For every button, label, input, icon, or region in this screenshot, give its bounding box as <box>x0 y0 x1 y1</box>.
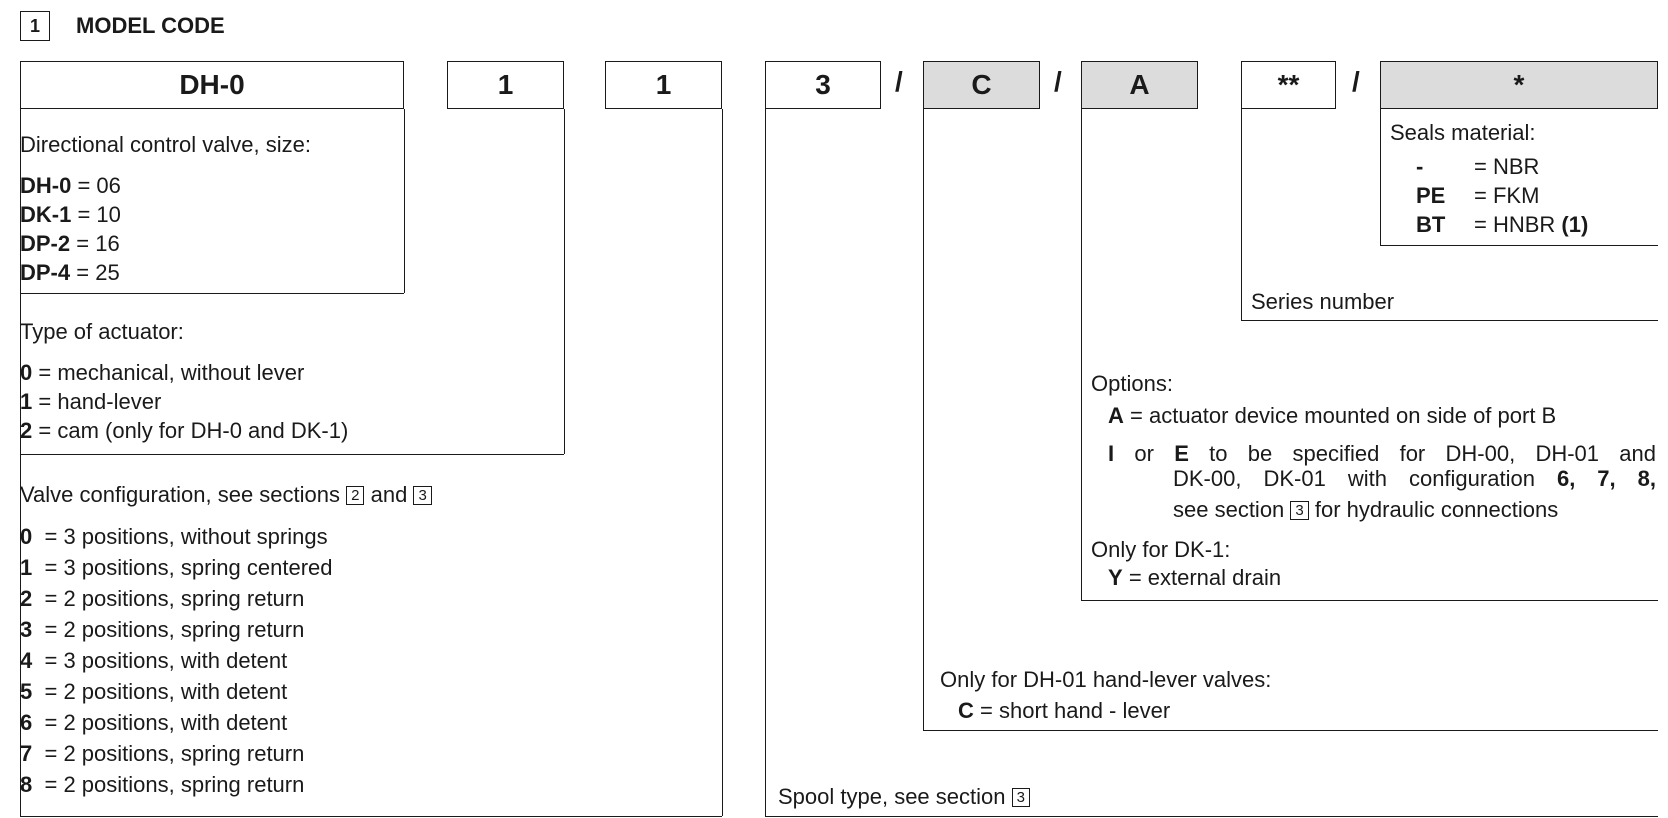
configuration-item: 6 = 2 positions, with detent <box>20 710 288 735</box>
seals-item-value: = FKM <box>1474 183 1540 208</box>
code-box-lever: C <box>923 61 1040 109</box>
code-box-options: A <box>1081 61 1198 109</box>
section-ref-box: 3 <box>413 486 431 505</box>
configuration-item: 4 = 3 positions, with detent <box>20 648 288 673</box>
configuration-item: 8 = 2 positions, spring return <box>20 772 305 797</box>
config-bracket-line <box>722 109 723 816</box>
configuration-label: Valve configuration, see sections 2 and 3 <box>20 481 432 508</box>
actuator-bracket-bottom <box>20 454 564 455</box>
series-bracket-line <box>1241 109 1242 320</box>
options-bracket-line <box>1081 109 1082 600</box>
section-ref-box: 3 <box>1290 501 1308 520</box>
code-box-actuator: 1 <box>447 61 564 109</box>
lever-label: Only for DH-01 hand-lever valves: <box>940 667 1272 692</box>
spool-label: Spool type, see section 3 <box>778 783 1030 810</box>
seals-item-value: = HNBR (1) <box>1474 212 1589 237</box>
actuator-label: Type of actuator: <box>20 319 184 344</box>
configuration-item: 2 = 2 positions, spring return <box>20 586 305 611</box>
series-bracket-bottom <box>1241 320 1658 321</box>
series-label: Series number <box>1251 289 1395 314</box>
options-bracket-bottom <box>1081 600 1658 601</box>
lever-bracket-bottom <box>923 730 1658 731</box>
section-ref-box: 3 <box>1012 788 1030 807</box>
options-item-ie: I or E to be specified for DH-00, DH-01 and <box>1108 441 1656 466</box>
code-box-spool: 3 <box>765 61 881 109</box>
seals-bracket-line <box>1380 109 1381 245</box>
code-box-series: ** <box>1241 61 1336 109</box>
configuration-item: 0 = 3 positions, without springs <box>20 524 328 549</box>
options-item-ie-line3: see section 3 for hydraulic connections <box>1173 497 1559 522</box>
seals-item-code: - <box>1416 154 1424 179</box>
seals-item-code: PE <box>1416 183 1446 208</box>
code-box-seals: * <box>1380 61 1658 109</box>
seals-item-value: = NBR <box>1474 154 1540 179</box>
size-item: DP-4 = 25 <box>20 260 120 285</box>
lever-bracket-line <box>923 109 924 730</box>
section-ref-box: 2 <box>346 486 364 505</box>
actuator-item: 1 = hand-lever <box>20 389 162 414</box>
options-item-y: Y = external drain <box>1108 565 1282 590</box>
separator-slash-2: / <box>1054 66 1062 97</box>
options-dk-label: Only for DK-1: <box>1091 537 1231 562</box>
size-bracket-bottom <box>20 293 404 294</box>
options-item-a: A = actuator device mounted on side of port B <box>1108 403 1557 428</box>
config-bracket-bottom <box>20 816 722 817</box>
configuration-item: 7 = 2 positions, spring return <box>20 741 305 766</box>
size-item: DH-0 = 06 <box>20 173 121 198</box>
seals-label: Seals material: <box>1390 120 1536 145</box>
size-item: DK-1 = 10 <box>20 202 121 227</box>
seals-item-code: BT <box>1416 212 1446 237</box>
spool-bracket-bottom <box>765 816 1658 817</box>
actuator-item: 2 = cam (only for DH-0 and DK-1) <box>20 418 349 443</box>
configuration-item: 1 = 3 positions, spring centered <box>20 555 333 580</box>
actuator-bracket-line <box>564 109 565 454</box>
configuration-item: 5 = 2 positions, with detent <box>20 679 288 704</box>
size-item: DP-2 = 16 <box>20 231 120 256</box>
lever-item: C = short hand - lever <box>958 698 1171 723</box>
size-label: Directional control valve, size: <box>20 132 312 157</box>
section-number: 1 <box>20 11 50 41</box>
code-box-config: 1 <box>605 61 722 109</box>
options-item-ie-line2: DK-00, DK-01 with configuration 6, 7, 8, <box>1173 466 1656 491</box>
actuator-item: 0 = mechanical, without lever <box>20 360 305 385</box>
configuration-item: 3 = 2 positions, spring return <box>20 617 305 642</box>
spool-bracket-line <box>765 109 766 816</box>
separator-slash-3: / <box>1352 66 1360 97</box>
size-bracket-line <box>404 109 405 293</box>
separator-slash-1: / <box>895 66 903 97</box>
code-box-valve: DH-0 <box>20 61 404 109</box>
section-title: MODEL CODE <box>76 13 225 38</box>
seals-bracket-bottom <box>1380 245 1658 246</box>
options-label: Options: <box>1091 371 1173 396</box>
